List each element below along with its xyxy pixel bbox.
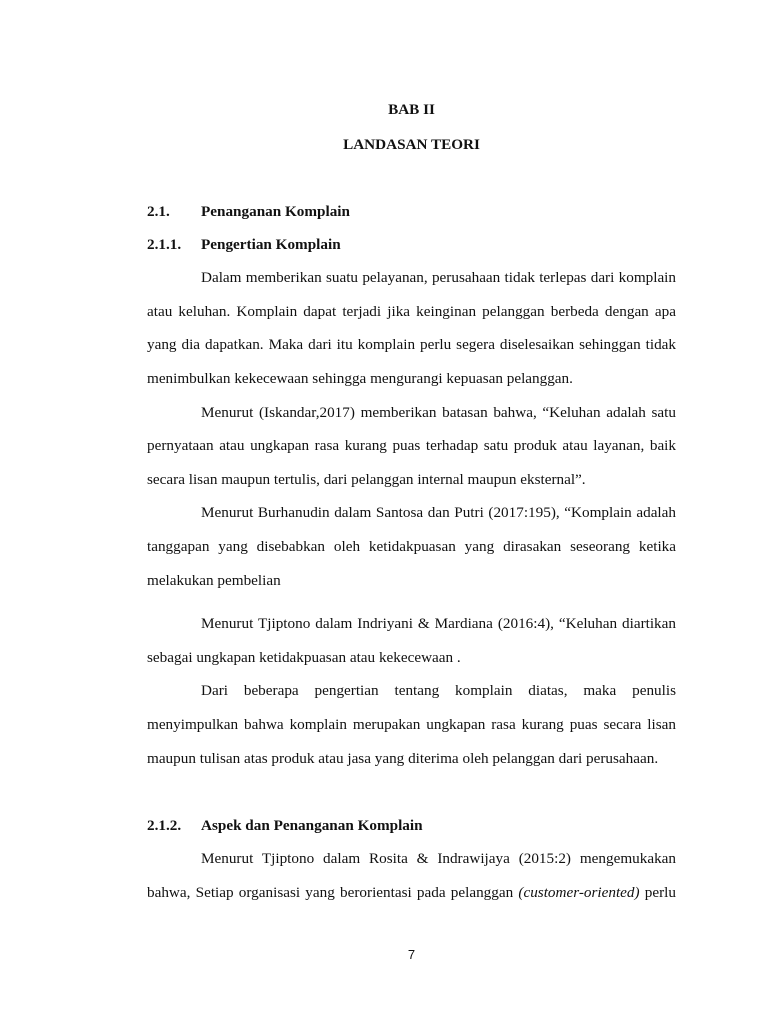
paragraph-line: pernyataan atau ungkapan rasa kurang puas terhadap satu produk atau layanan, baik xyxy=(147,437,676,455)
paragraph xyxy=(147,261,676,395)
paragraph-line: Menurut (Iskandar,2017) memberikan batasan bahwa, “Keluhan adalah satu xyxy=(201,403,676,421)
section-heading-2-1-2 xyxy=(0,816,768,836)
text-segment: bahwa, Setiap organisasi yang berorientasi pada pelanggan xyxy=(147,883,519,901)
italic-term: (customer-oriented) xyxy=(518,883,640,901)
paragraph-line: Menurut Tjiptono dalam Indriyani & Mardiana (2016:4), “Keluhan diartikan xyxy=(201,615,676,633)
chapter-title: LANDASAN TEORI xyxy=(343,136,480,153)
section-number: 2.1. xyxy=(147,203,170,220)
section-title: Pengertian Komplain xyxy=(201,236,341,253)
section-heading-2-1 xyxy=(0,202,768,222)
paragraph-line: Menurut Burhanudin dalam Santosa dan Putri (2017:195), “Komplain adalah xyxy=(201,504,676,522)
paragraph-line: menyimpulkan bahwa komplain merupakan ungkapan rasa kurang puas secara lisan xyxy=(147,715,676,733)
paragraph-line: Dari beberapa pengertian tentang komplain diatas, maka penulis xyxy=(201,682,676,700)
paragraph-line: maupun tulisan atas produk atau jasa yang diterima oleh pelanggan dari perusahaan. xyxy=(147,749,659,767)
text-segment: perlu xyxy=(639,883,676,901)
paragraph-line: yang dia dapatkan. Maka dari itu komplain perlu segera diselesaikan sehinggan tidak xyxy=(147,336,676,354)
paragraph xyxy=(147,674,676,775)
paragraph-line: atau keluhan. Komplain dapat terjadi jika keinginan pelanggan berbeda dengan apa xyxy=(147,302,676,320)
page-number: 7 xyxy=(407,947,416,962)
section-body-2-1-2 xyxy=(147,842,676,909)
paragraph xyxy=(147,842,676,909)
section-title: Penanganan Komplain xyxy=(201,203,350,220)
section-title: Aspek dan Penanganan Komplain xyxy=(201,817,423,834)
section-body-2-1-1-part1 xyxy=(147,261,676,597)
chapter-label: BAB II xyxy=(388,101,435,118)
paragraph-line: sebagai ungkapan ketidakpuasan atau kekecewaan . xyxy=(147,648,461,666)
paragraph-line: secara lisan maupun tertulis, dari pelanggan internal maupun eksternal”. xyxy=(147,470,586,488)
section-number: 2.1.2. xyxy=(147,817,182,834)
section-body-2-1-1-part2 xyxy=(147,607,676,775)
section-heading-2-1-1 xyxy=(0,235,768,255)
paragraph-line xyxy=(147,876,676,910)
section-number: 2.1.1. xyxy=(147,236,182,253)
paragraph-line: melakukan pembelian xyxy=(147,571,281,589)
paragraph-line: Dalam memberikan suatu pelayanan, perusahaan tidak terlepas dari komplain xyxy=(201,269,676,287)
paragraph-line: Menurut Tjiptono dalam Rosita & Indrawijaya (2015:2) mengemukakan xyxy=(201,850,676,868)
paragraph xyxy=(147,607,676,674)
paragraph-line: menimbulkan kekecewaan sehingga mengurangi kepuasan pelanggan. xyxy=(147,369,573,387)
paragraph xyxy=(147,396,676,497)
paragraph-line: tanggapan yang disebabkan oleh ketidakpuasan yang dirasakan seseorang ketika xyxy=(147,537,676,555)
paragraph xyxy=(147,496,676,597)
